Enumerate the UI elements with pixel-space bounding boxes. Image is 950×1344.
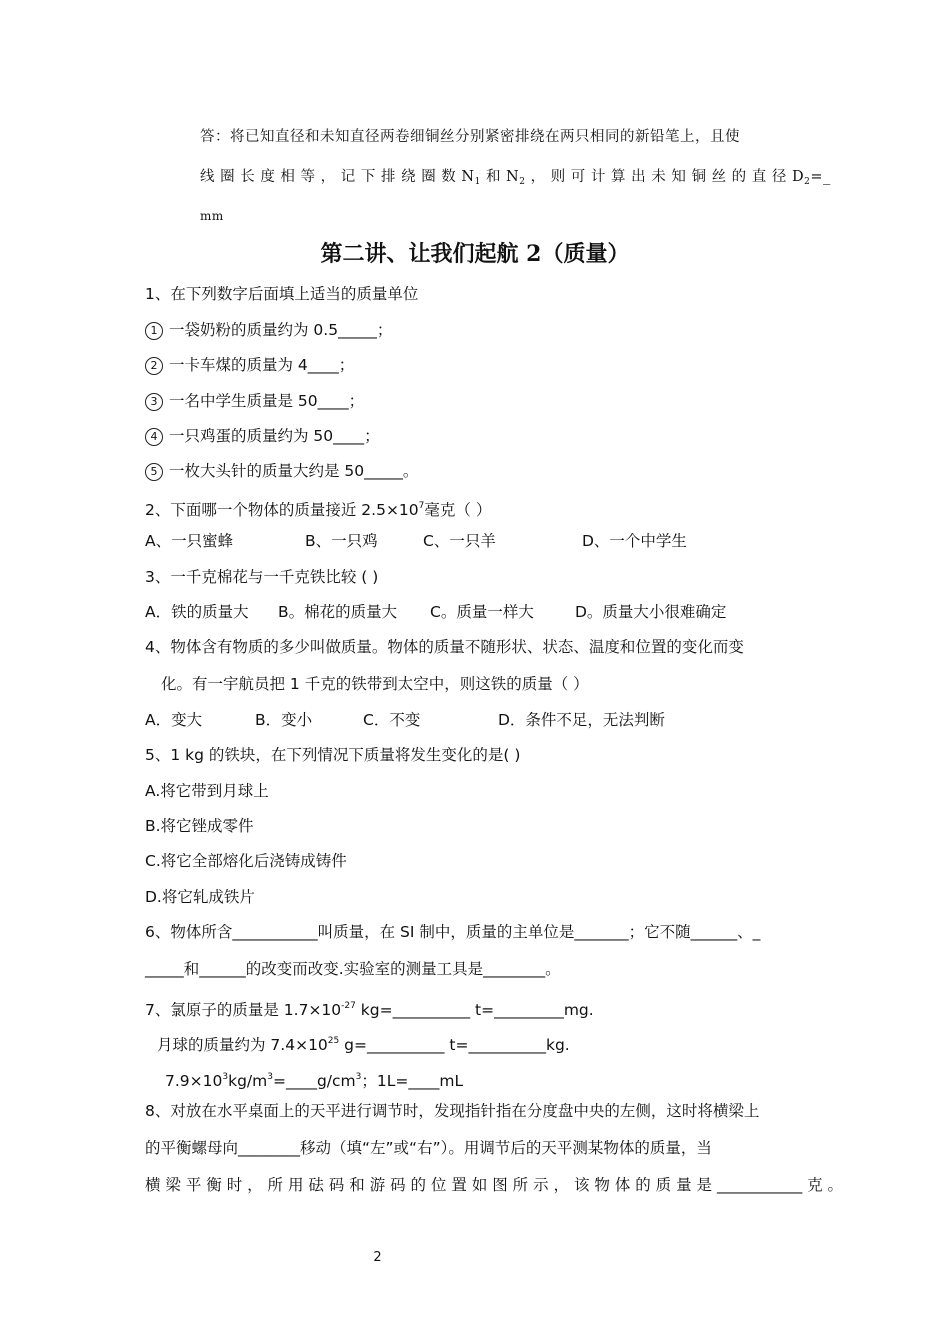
question-5-option-d: D.将它轧成铁片 bbox=[145, 888, 255, 906]
question-1-item: 4 一只鸡蛋的质量约为 50____； bbox=[145, 426, 380, 446]
option-d: D、一个中学生 bbox=[582, 532, 687, 550]
page-title: 第二讲、让我们起航 2（质量） bbox=[320, 241, 630, 267]
question-4-stem-2: 化。有一宇航员把 1 千克的铁带到太空中，则这铁的质量（ ） bbox=[161, 675, 589, 693]
question-1-item: 2 一卡车煤的质量为 4____； bbox=[145, 355, 354, 375]
question-6-line-1: 6、物体所含___________叫质量，在 SI 制中，质量的主单位是_______；它不随______、_ bbox=[145, 923, 761, 941]
question-5-option-a: A.将它带到月球上 bbox=[145, 782, 269, 800]
question-5-option-b: B.将它锉成零件 bbox=[145, 817, 254, 835]
answer-line-3: mm bbox=[200, 209, 224, 223]
answer-line-2: 线 圈 长 度 相 等 ， 记 下 排 绕 圈 数 $N_1$ 和 $N_2$ ， 则 可 计 算 出 未 知 铜 丝 的 直 径 $D_2=\_$ bbox=[200, 169, 831, 187]
option-a: A．铁的质量大 bbox=[145, 603, 249, 621]
question-1-item: 3 一名中学生质量是 50____； bbox=[145, 391, 364, 411]
question-5-option-c: C.将它全部熔化后浇铸成铸件 bbox=[145, 852, 347, 870]
option-c: C．不变 bbox=[363, 711, 421, 729]
question-3-stem: 3、一千克棉花与一千克铁比较 ( ) bbox=[145, 568, 379, 586]
option-a: A．变大 bbox=[145, 711, 203, 729]
page-number: 2 bbox=[373, 1250, 382, 1265]
question-5-stem: 5、1 kg 的铁块，在下列情况下质量将发生变化的是( ) bbox=[145, 746, 521, 764]
question-4-stem-1: 4、物体含有物质的多少叫做质量。物体的质量不随形状、状态、温度和位置的变化而变 bbox=[145, 638, 744, 656]
option-c: C。质量一样大 bbox=[430, 603, 534, 621]
question-2-stem: 2、下面哪一个物体的质量接近 $2.5\times 10^7$毫克（ ） bbox=[145, 501, 492, 519]
option-b: B、一只鸡 bbox=[305, 532, 378, 550]
option-a: A、一只蜜蜂 bbox=[145, 532, 234, 550]
question-8-line-2: 的平衡螺母向________移动（填“左”或“右”）。用调节后的天平测某物体的质量，当 bbox=[145, 1139, 712, 1157]
question-7-line-2: 月球的质量约为 $7.4\times 10^{25}$ g=__________ t=__________kg. bbox=[157, 1036, 570, 1054]
option-d: D．条件不足，无法判断 bbox=[498, 711, 665, 729]
question-6-line-2: _____和______的改变而改变.实验室的测量工具是________。 bbox=[145, 960, 561, 978]
question-7-line-1: 7、氯原子的质量是 $1.7\times 10^{-27}$ kg=__________ t=_________mg. bbox=[145, 1001, 594, 1019]
question-1-item: 5 一枚大头针的质量大约是 50_____。 bbox=[145, 461, 418, 481]
question-1-stem: 1、在下列数字后面填上适当的质量单位 bbox=[145, 285, 419, 303]
question-1-item: 1 一袋奶粉的质量约为 0.5_____； bbox=[145, 320, 392, 340]
question-8-line-3: 横 梁 平 衡 时 ， 所 用 砝 码 和 游 码 的 位 置 如 图 所 示 ， 该 物 体 的 质 量 是 ___________ 克 。 bbox=[145, 1176, 844, 1194]
option-b: B．变小 bbox=[255, 711, 313, 729]
option-c: C、一只羊 bbox=[423, 532, 496, 550]
answer-line-1: 答：将已知直径和未知直径两卷细铜丝分别紧密排绕在两只相同的新铅笔上，且使 bbox=[200, 129, 740, 145]
option-b: B。棉花的质量大 bbox=[278, 603, 398, 621]
question-8-line-1: 8、对放在水平桌面上的天平进行调节时，发现指针指在分度盘中央的左侧，这时将横梁上 bbox=[145, 1102, 760, 1120]
question-7-line-3: $7.9\times 10^3kg/m^3=\_\_\_\_g/cm^3$；1L=____mL bbox=[165, 1072, 464, 1090]
option-d: D。质量大小很难确定 bbox=[575, 603, 727, 621]
